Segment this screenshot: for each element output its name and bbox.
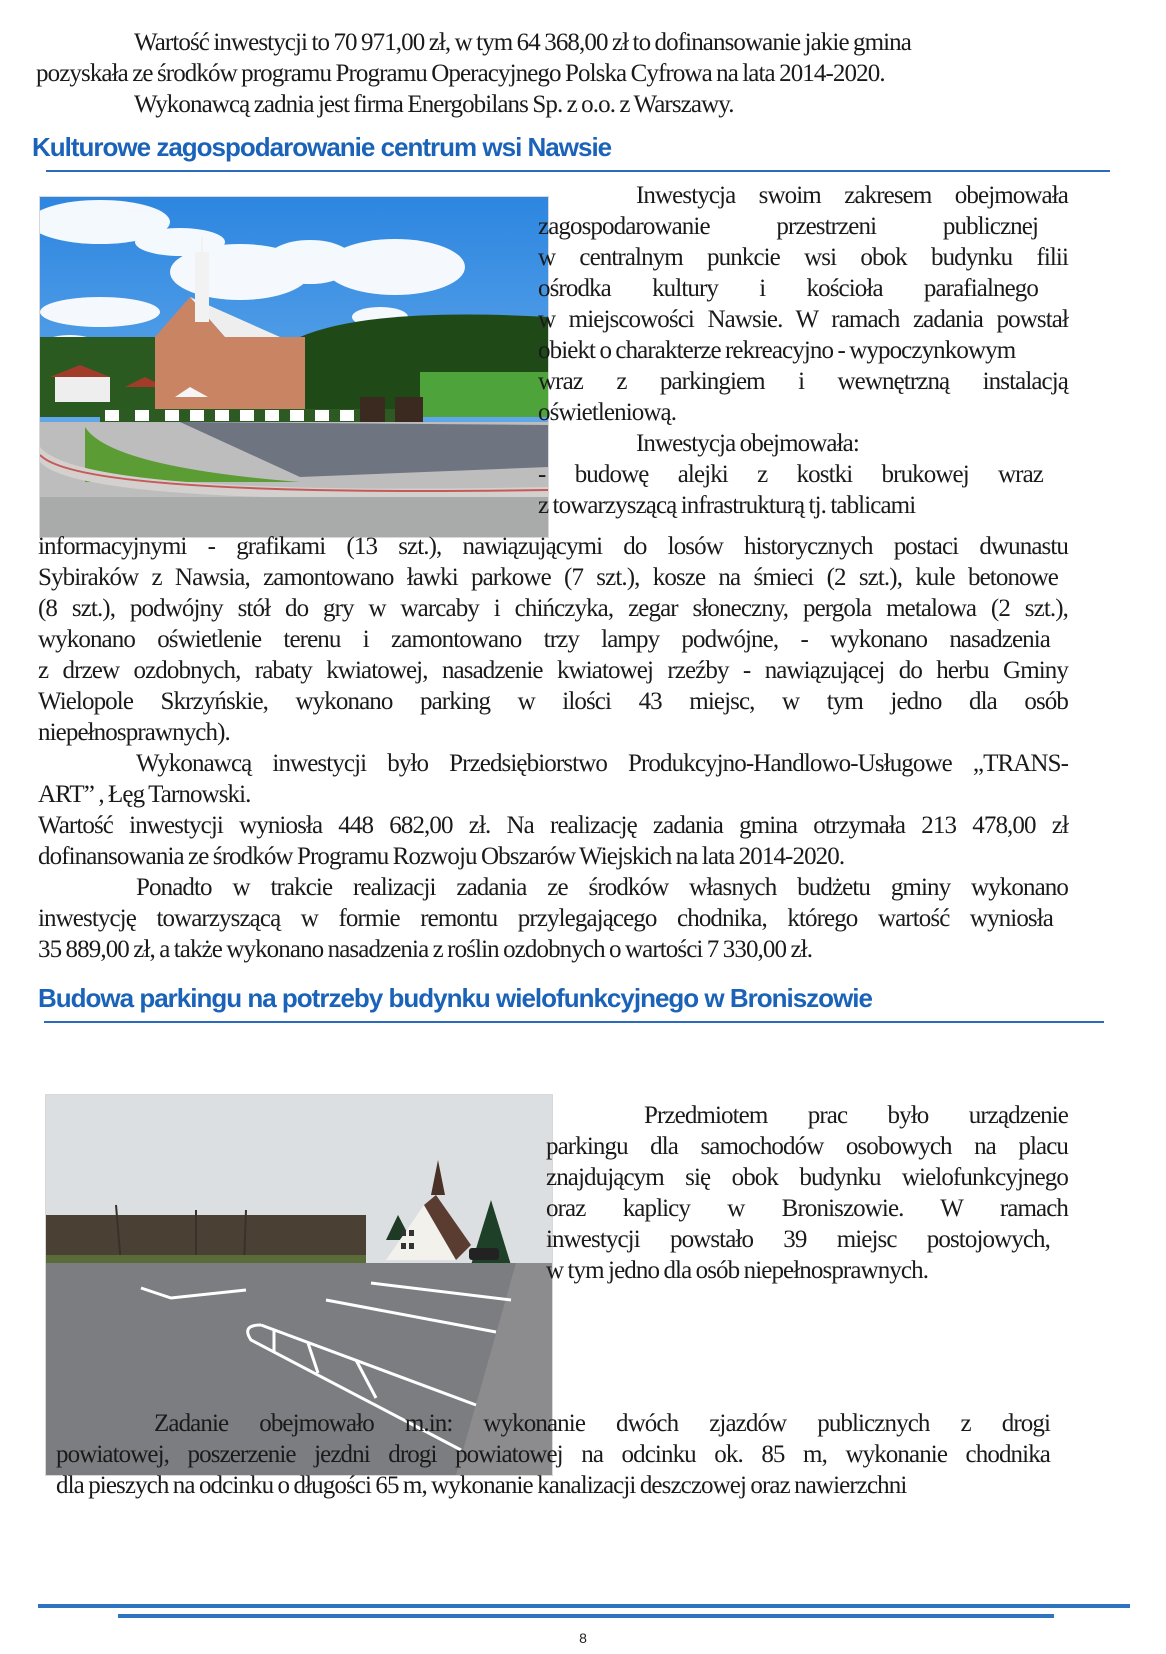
side-line: inwestycji powstało 39 miejsc postojowych,: [546, 1226, 1050, 1253]
section2-body-text: [56, 1408, 1050, 1501]
body-line: dla pieszych na odcinku o długości 65 m, wykonanie kanalizacji deszczowej oraz nawierzchni: [56, 1472, 907, 1499]
section-heading-broniszow: Budowa parkingu na potrzeby budynku wielofunkcyjnego w Broniszowie: [38, 983, 872, 1013]
side-line: znajdującym się obok budynku wielofunkcyjnego: [546, 1164, 1068, 1191]
body-line: Wielopole Skrzyńskie, wykonano parking w ilości 43 miejsc, w tym jedno dla osób: [38, 688, 1068, 715]
section1-side-text: [538, 180, 1068, 521]
body-line: Sybiraków z Nawsia, zamontowano ławki parkowe (7 szt.), kosze na śmieci (2 szt.), kule betonowe: [38, 564, 1058, 591]
body-line: ART” , Łęg Tarnowski.: [38, 781, 251, 808]
section-heading-rule: [44, 1021, 1104, 1023]
body-line: dofinansowania ze środków Programu Rozwoju Obszarów Wiejskich na lata 2014-2020.: [38, 843, 845, 870]
page-number: 8: [579, 1630, 587, 1646]
body-line: 35 889,00 zł, a także wykonano nasadzenia z roślin ozdobnych o wartości 7 330,00 zł.: [38, 936, 813, 963]
body-line: niepełnosprawnych).: [38, 719, 230, 746]
body-line: Wartość inwestycji wyniosła 448 682,00 zł. Na realizację zadania gmina otrzymała 213 478,00 zł: [38, 812, 1068, 839]
side-line: obiekt o charakterze rekreacyjno - wypoczynkowym: [538, 337, 1016, 364]
side-line: zagospodarowanie przestrzeni publicznej: [538, 213, 1038, 240]
footer-rule-top: [38, 1604, 1130, 1608]
body-line: powiatowej, poszerzenie jezdni drogi powiatowej na odcinku ok. 85 m, wykonanie chodnika: [56, 1441, 1050, 1468]
side-line: z towarzyszącą infrastrukturą tj. tablicami: [538, 492, 916, 519]
side-line: w miejscowości Nawsie. W ramach zadania powstał: [538, 306, 1068, 333]
side-line: parkingu dla samochodów osobowych na placu: [546, 1133, 1068, 1160]
side-line: - budowę alejki z kostki brukowej wraz: [538, 461, 1043, 488]
side-line: Przedmiotem prac było urządzenie: [644, 1102, 1068, 1129]
side-line: w centralnym punkcie wsi obok budynku filii: [538, 244, 1068, 271]
section2-side-text: [546, 1100, 1068, 1286]
intro-paragraph: [36, 27, 1076, 120]
photo-nawsie-church: [39, 196, 549, 538]
body-line: (8 szt.), podwójny stół do gry w warcaby i chińczyka, zegar słoneczny, pergola metalowa (2 szt.),: [38, 595, 1068, 622]
intro-line-1: Wartość inwestycji to 70 971,00 zł, w tym 64 368,00 zł to dofinansowanie jakie gmina: [134, 29, 911, 56]
footer-rule-bottom: [118, 1614, 1054, 1618]
side-line: Inwestycja obejmowała:: [636, 430, 859, 457]
body-line: z drzew ozdobnych, rabaty kwiatowej, nasadzenie kwiatowej rzeźby - nawiązującej do herbu Gminy: [38, 657, 1068, 684]
intro-line-3: Wykonawcą zadnia jest firma Energobilans Sp. z o.o. z Warszawy.: [134, 91, 734, 118]
body-line: informacyjnymi - grafikami (13 szt.), nawiązującymi do losów historycznych postaci dwunastu: [38, 533, 1068, 560]
section1-body-text: [38, 531, 1068, 965]
side-line: wraz z parkingiem i wewnętrzną instalacją: [538, 368, 1068, 395]
section-heading-nawsie: Kulturowe zagospodarowanie centrum wsi Nawsie: [32, 132, 612, 162]
side-line: oświetleniową.: [538, 399, 677, 426]
section-heading-rule: [46, 170, 1110, 172]
body-line: wykonano oświetlenie terenu i zamontowano trzy lampy podwójne, - wykonano nasadzenia: [38, 626, 1050, 653]
side-line: ośrodka kultury i kościoła parafialnego: [538, 275, 1038, 302]
body-line: inwestycję towarzyszącą w formie remontu przylegającego chodnika, którego wartość wyniosła: [38, 905, 1053, 932]
church-square-image: [40, 197, 548, 537]
body-line: Ponadto w trakcie realizacji zadania ze środków własnych budżetu gminy wykonano: [136, 874, 1068, 901]
side-line: Inwestycja swoim zakresem obejmowała: [636, 182, 1068, 209]
intro-line-2: pozyskała ze środków programu Programu Operacyjnego Polska Cyfrowa na lata 2014-2020.: [36, 60, 885, 87]
body-line: Zadanie obejmowało m.in: wykonanie dwóch zjazdów publicznych z drogi: [154, 1410, 1050, 1437]
side-line: oraz kaplicy w Broniszowie. W ramach: [546, 1195, 1068, 1222]
side-line: w tym jedno dla osób niepełnosprawnych.: [546, 1257, 929, 1284]
body-line: Wykonawcą inwestycji było Przedsiębiorstwo Produkcyjno-Handlowo-Usługowe „TRANS-: [136, 750, 1068, 777]
